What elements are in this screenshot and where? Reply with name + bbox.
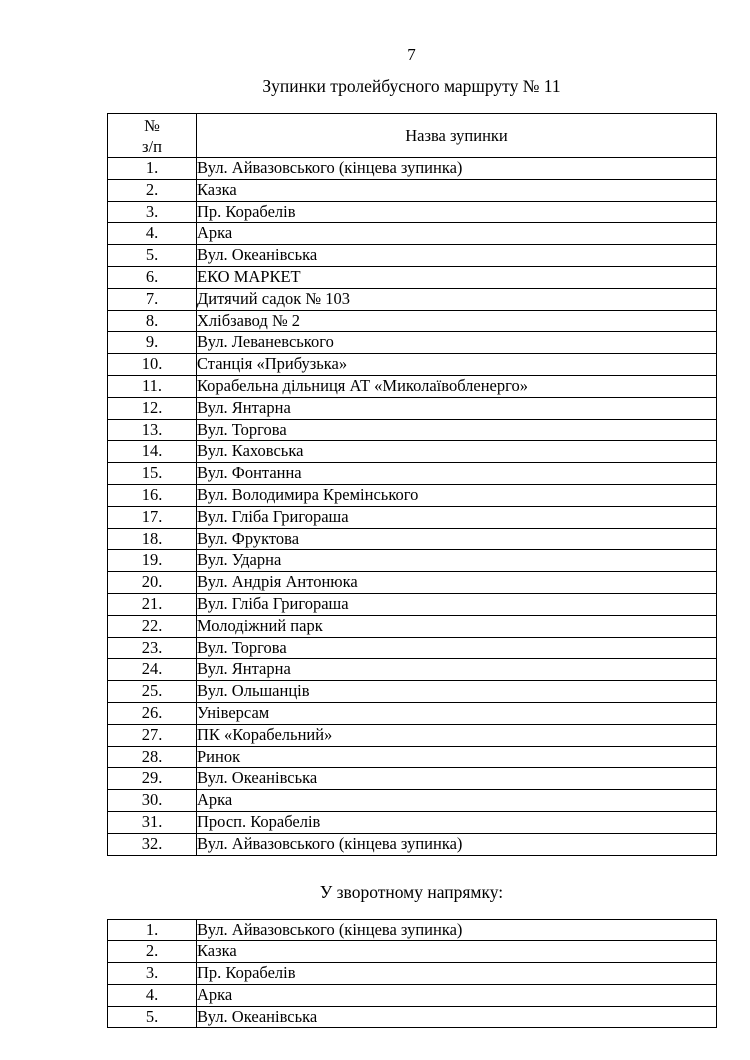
- table-row: [108, 724, 717, 746]
- table-row: [108, 397, 717, 419]
- stop-name: Корабельна дільниця АТ «Миколаївобленерго»: [197, 375, 717, 397]
- table-row: [108, 941, 717, 963]
- stop-name: Пр. Корабелів: [197, 201, 717, 223]
- table-row: [108, 354, 717, 376]
- table-row: [108, 463, 717, 485]
- table-row: [108, 702, 717, 724]
- stop-name: Вул. Айвазовського (кінцева зупинка): [197, 919, 717, 941]
- table-row: [108, 572, 717, 594]
- table-row: [108, 288, 717, 310]
- table-row: [108, 506, 717, 528]
- stop-number: 23.: [108, 637, 197, 659]
- table-row: [108, 984, 717, 1006]
- table-row: [108, 419, 717, 441]
- stop-name: Арка: [197, 790, 717, 812]
- stop-name: Казка: [197, 179, 717, 201]
- stop-number: 2.: [108, 941, 197, 963]
- table-header-row: [108, 114, 717, 158]
- stop-name: Вул. Ольшанців: [197, 681, 717, 703]
- stop-number: 31.: [108, 811, 197, 833]
- stop-number: 15.: [108, 463, 197, 485]
- table-row: [108, 550, 717, 572]
- column-header-number: [108, 114, 197, 158]
- stop-name: Вул. Гліба Григораша: [197, 593, 717, 615]
- stop-name: Вул. Каховська: [197, 441, 717, 463]
- stop-name: Арка: [197, 984, 717, 1006]
- stop-name: Вул. Янтарна: [197, 397, 717, 419]
- stop-name: ЕКО МАРКЕТ: [197, 266, 717, 288]
- stop-number: 25.: [108, 681, 197, 703]
- stop-number: 1.: [108, 919, 197, 941]
- stop-name: Пр. Корабелів: [197, 963, 717, 985]
- table-row: [108, 179, 717, 201]
- stop-name: Універсам: [197, 702, 717, 724]
- table-row: [108, 332, 717, 354]
- stop-name: Вул. Володимира Кремінського: [197, 484, 717, 506]
- stop-number: 7.: [108, 288, 197, 310]
- stop-name: Вул. Андрія Антонюка: [197, 572, 717, 594]
- stop-number: 21.: [108, 593, 197, 615]
- stop-name: Вул. Торгова: [197, 419, 717, 441]
- stop-number: 22.: [108, 615, 197, 637]
- table-row: [108, 201, 717, 223]
- stop-name: Вул. Ударна: [197, 550, 717, 572]
- stop-number: 29.: [108, 768, 197, 790]
- stop-name: Арка: [197, 223, 717, 245]
- stop-number: 11.: [108, 375, 197, 397]
- stop-name: Вул. Океанівська: [197, 245, 717, 267]
- stop-name: Вул. Фонтанна: [197, 463, 717, 485]
- stop-number: 12.: [108, 397, 197, 419]
- stop-number: 28.: [108, 746, 197, 768]
- stop-name: Вул. Океанівська: [197, 768, 717, 790]
- stop-number: 6.: [108, 266, 197, 288]
- table-row: [108, 637, 717, 659]
- table-row: [108, 441, 717, 463]
- table-row: [108, 310, 717, 332]
- stop-name: Вул. Леваневського: [197, 332, 717, 354]
- stop-name: ПК «Корабельний»: [197, 724, 717, 746]
- table-row: [108, 833, 717, 855]
- stop-name: Ринок: [197, 746, 717, 768]
- stop-number: 5.: [108, 245, 197, 267]
- table-row: [108, 659, 717, 681]
- table-row: [108, 158, 717, 180]
- stop-number: 5.: [108, 1006, 197, 1028]
- stop-name: Вул. Гліба Григораша: [197, 506, 717, 528]
- stop-name: Вул. Океанівська: [197, 1006, 717, 1028]
- table-row: [108, 245, 717, 267]
- table-row: [108, 681, 717, 703]
- stop-name: Станція «Прибузька»: [197, 354, 717, 376]
- table-row: [108, 1006, 717, 1028]
- stop-name: Вул. Фруктова: [197, 528, 717, 550]
- column-header-number-line2: з/п: [142, 136, 162, 156]
- stop-number: 24.: [108, 659, 197, 681]
- column-header-number-line1: №: [144, 115, 160, 135]
- stop-number: 30.: [108, 790, 197, 812]
- table-row: [108, 811, 717, 833]
- stop-number: 32.: [108, 833, 197, 855]
- stop-number: 26.: [108, 702, 197, 724]
- forward-stops-table: [107, 113, 717, 856]
- table-row: [108, 963, 717, 985]
- stop-number: 3.: [108, 963, 197, 985]
- stop-name: Вул. Айвазовського (кінцева зупинка): [197, 833, 717, 855]
- page-number: 7: [407, 45, 416, 64]
- table-row: [108, 223, 717, 245]
- stop-number: 19.: [108, 550, 197, 572]
- stop-name: Вул. Айвазовського (кінцева зупинка): [197, 158, 717, 180]
- stop-number: 8.: [108, 310, 197, 332]
- table-row: [108, 919, 717, 941]
- stop-number: 16.: [108, 484, 197, 506]
- table-row: [108, 768, 717, 790]
- table-row: [108, 528, 717, 550]
- stop-number: 20.: [108, 572, 197, 594]
- reverse-direction-heading: У зворотному напрямку:: [319, 881, 504, 902]
- stop-name: Казка: [197, 941, 717, 963]
- stop-number: 27.: [108, 724, 197, 746]
- reverse-stops-table: [107, 919, 717, 1029]
- table-row: [108, 375, 717, 397]
- stop-name: Дитячий садок № 103: [197, 288, 717, 310]
- stop-number: 2.: [108, 179, 197, 201]
- stop-number: 3.: [108, 201, 197, 223]
- table-row: [108, 615, 717, 637]
- stop-number: 17.: [108, 506, 197, 528]
- table-row: [108, 746, 717, 768]
- stop-name: Вул. Торгова: [197, 637, 717, 659]
- column-header-stop-name: Назва зупинки: [197, 114, 717, 158]
- stop-number: 1.: [108, 158, 197, 180]
- stop-number: 13.: [108, 419, 197, 441]
- stop-number: 10.: [108, 354, 197, 376]
- stop-number: 14.: [108, 441, 197, 463]
- table-row: [108, 790, 717, 812]
- stop-number: 4.: [108, 984, 197, 1006]
- stop-name: Молодіжний парк: [197, 615, 717, 637]
- stop-number: 9.: [108, 332, 197, 354]
- stop-name: Просп. Корабелів: [197, 811, 717, 833]
- stop-name: Вул. Янтарна: [197, 659, 717, 681]
- stop-number: 4.: [108, 223, 197, 245]
- table-row: [108, 484, 717, 506]
- table-row: [108, 593, 717, 615]
- document-title: Зупинки тролейбусного маршруту № 11: [262, 76, 561, 96]
- stop-name: Хлібзавод № 2: [197, 310, 717, 332]
- stop-number: 18.: [108, 528, 197, 550]
- table-row: [108, 266, 717, 288]
